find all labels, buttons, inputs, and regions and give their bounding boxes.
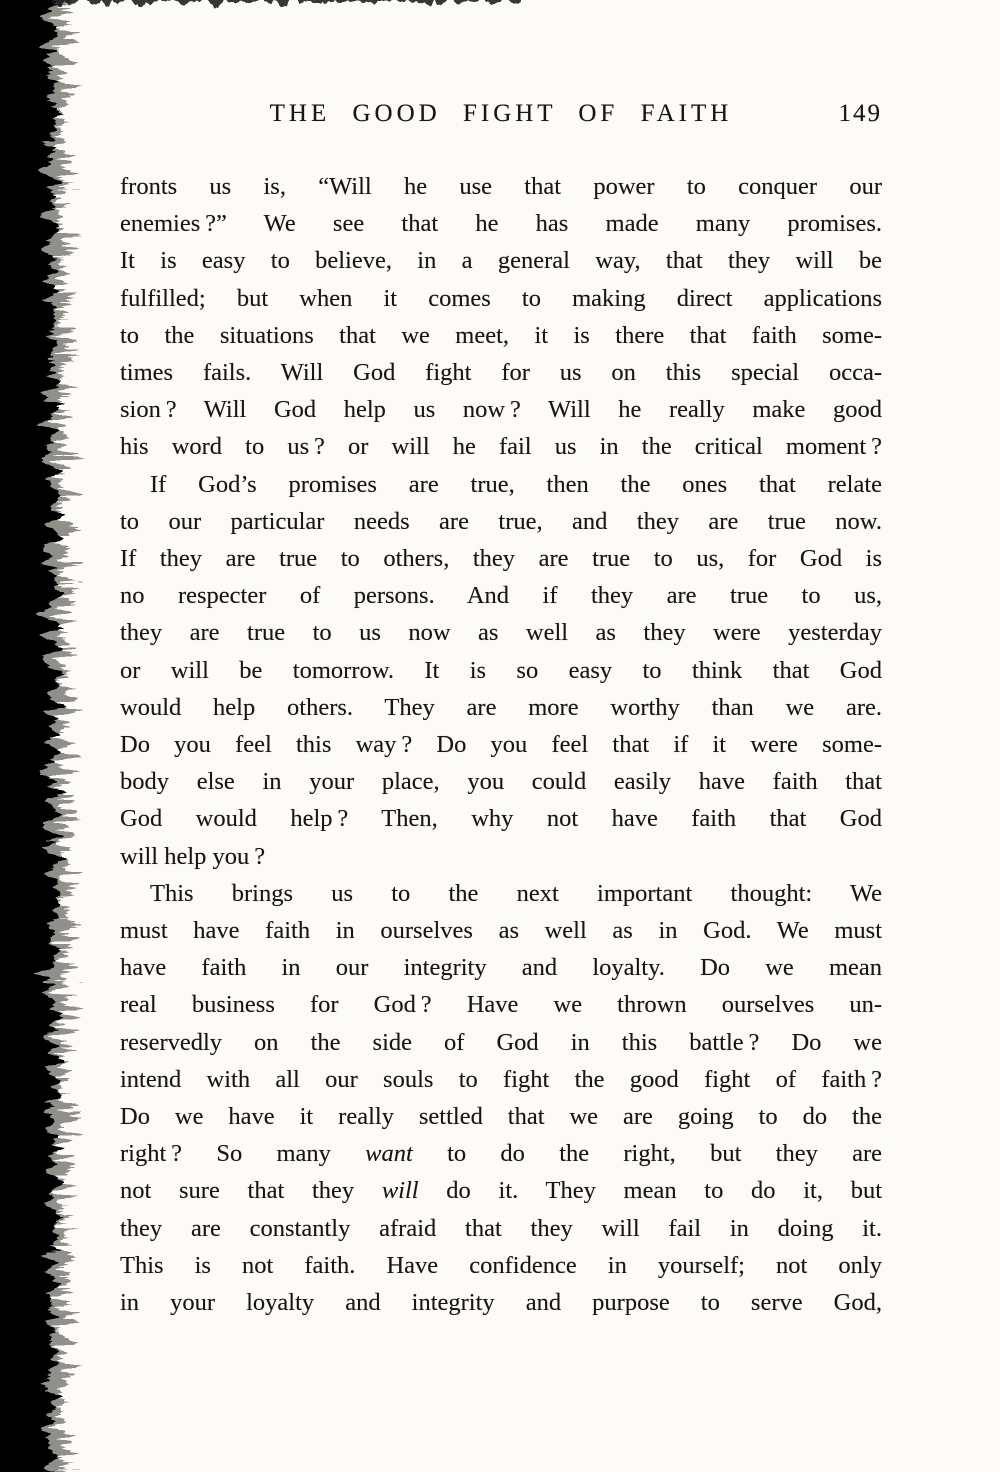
text-line [120,428,882,465]
paragraph [120,466,882,875]
text-segment: If they are true to others, they are true to us, for God is [120,545,882,573]
paragraph [120,168,882,466]
text-line [120,986,882,1023]
text-line [120,912,882,949]
text-segment: enemies ?” We see that he has made many promises. [120,210,882,238]
text-line [120,168,882,205]
text-segment: times fails. Will God fight for us on this special occa- [120,359,882,387]
text-segment: they are true to us now as well as they were yesterday [120,619,882,647]
text-line [120,1061,882,1098]
text-segment: real business for God ? Have we thrown ourselves un- [120,991,882,1019]
text-segment: reservedly on the side of God in this battle ? Do we [120,1028,882,1056]
text-line [120,577,882,614]
text-segment: If God’s promises are true, then the ones that relate [150,470,882,498]
text-segment: It is easy to believe, in a general way, that they will be [120,247,882,275]
text-line [120,466,882,503]
text-segment: right ? So many [120,1140,366,1168]
text-segment: fronts us is, “Will he use that power to conquer our [120,173,882,200]
text-line [120,875,882,912]
text-line [120,1098,882,1135]
text-line [120,1284,882,1321]
text-segment: body else in your place, you could easily have faith that [120,768,882,796]
text-segment: to do the right, but they are [412,1140,883,1168]
text-segment: his word to us ? or will he fail us in the critical moment ? [120,433,882,461]
text-segment: sion ? Will God help us now ? Will he really make good [120,396,882,424]
text-line [120,1172,882,1209]
text-line [120,1135,882,1172]
text-line [120,800,882,837]
text-segment: This brings us to the next important thought: We [150,879,882,907]
text-line [120,689,882,726]
text-line [120,838,882,875]
text-segment: not sure that they [120,1177,382,1205]
text-segment: have faith in our integrity and loyalty. Do we mean [120,954,882,982]
text-segment: would help others. They are more worthy than we are. [120,693,882,721]
italic-text: will [381,1177,419,1205]
text-line [120,205,882,242]
italic-text: want [365,1140,413,1168]
text-line [120,354,882,391]
text-line [120,1247,882,1284]
text-segment: they are constantly afraid that they will fail in doing it. [120,1214,882,1242]
text-segment: to our particular needs are true, and they are true now. [120,507,882,535]
text-line [120,652,882,689]
text-segment: to the situations that we meet, it is there that faith some- [120,321,882,349]
text-line [120,614,882,651]
text-line [120,317,882,354]
text-block [120,168,882,1321]
text-line [120,763,882,800]
paragraph [120,875,882,1321]
text-segment: will help you ? [120,842,266,870]
text-line [120,242,882,279]
text-segment: Do you feel this way ? Do you feel that if it were some- [120,731,882,759]
text-segment: Do we have it really settled that we are going to do the [120,1103,882,1131]
page-number: 149 [838,100,882,127]
text-line [120,726,882,763]
text-line [120,1024,882,1061]
running-title: THE GOOD FIGHT OF FAITH [269,100,733,127]
text-segment: no respecter of persons. And if they are true to us, [120,582,882,610]
text-segment: fulfilled; but when it comes to making direct applications [120,284,882,312]
text-segment: This is not faith. Have confidence in yourself; not only [120,1251,882,1279]
page-header [120,100,882,136]
text-line [120,391,882,428]
text-segment: or will be tomorrow. It is so easy to think that God [120,656,882,684]
text-line [120,503,882,540]
text-segment: in your loyalty and integrity and purpose to serve God, [120,1289,882,1317]
text-line [120,949,882,986]
text-segment: intend with all our souls to fight the good fight of faith ? [120,1065,882,1093]
text-segment: must have faith in ourselves as well as in God. We must [120,917,882,945]
text-line [120,1210,882,1247]
text-line [120,280,882,317]
text-segment: do it. They mean to do it, but [418,1177,882,1205]
text-line [120,540,882,577]
text-segment: God would help ? Then, why not have faith that God [120,805,882,833]
